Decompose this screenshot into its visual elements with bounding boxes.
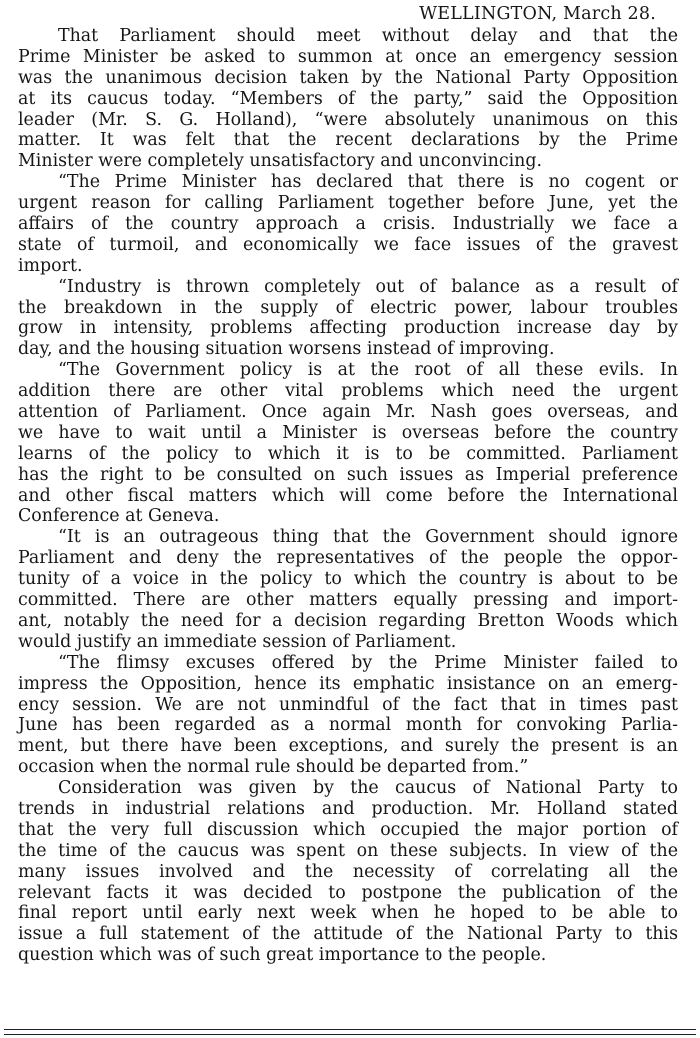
text-line: that the very full discussion which occupied the major portion of bbox=[18, 819, 678, 840]
text-line: would justify an immediate session of Parliament. bbox=[18, 631, 457, 652]
text-line: Parliament and deny the representatives of the people the oppor- bbox=[18, 548, 678, 569]
text-line: we have to wait until a Minister is overseas before the country bbox=[18, 422, 678, 443]
text-line: Minister were completely unsatisfactory and unconvincing. bbox=[18, 151, 542, 172]
text-line: leader (Mr. S. G. Holland), “were absolutely unanimous on this bbox=[18, 109, 678, 130]
text-line: grow in intensity, problems affecting production increase day by bbox=[18, 318, 678, 339]
text-line: ant, notably the need for a decision regarding Bretton Woods which bbox=[18, 610, 678, 631]
text-line: import. bbox=[18, 255, 83, 276]
text-line: the time of the caucus was spent on these subjects. In view of the bbox=[18, 840, 678, 861]
text-line: matter. It was felt that the recent declarations by the Prime bbox=[18, 130, 678, 151]
text-line: impress the Opposition, hence its emphatic insistance on an emerg- bbox=[18, 673, 678, 694]
text-line: affairs of the country approach a crisis. Industrially we face a bbox=[18, 214, 678, 235]
paragraph-7 bbox=[18, 778, 678, 966]
text-line: June has been regarded as a normal month for convoking Parlia- bbox=[18, 715, 678, 736]
text-line: at its caucus today. “Members of the party,” said the Opposition bbox=[18, 88, 678, 109]
text-line: addition there are other vital problems which need the urgent bbox=[18, 381, 678, 402]
text-line: relevant facts it was decided to postpone the publication of the bbox=[18, 882, 678, 903]
text-line: issue a full statement of the attitude of the National Party to this bbox=[18, 924, 678, 945]
paragraph-2 bbox=[18, 172, 678, 276]
text-line: many issues involved and the necessity of correlating all the bbox=[18, 861, 678, 882]
text-line: “Industry is thrown completely out of balance as a result of bbox=[58, 276, 678, 297]
paragraph-4 bbox=[18, 360, 678, 527]
paragraph-3 bbox=[18, 277, 678, 361]
text-line: question which was of such great importance to the people. bbox=[18, 945, 547, 966]
text-line: Prime Minister be asked to summon at once an emergency session bbox=[18, 46, 678, 67]
text-line: ment, but there have been exceptions, and surely the present is an bbox=[18, 736, 678, 757]
text-line: “The Government policy is at the root of all these evils. In bbox=[58, 360, 678, 381]
paragraph-6 bbox=[18, 653, 678, 778]
paragraph-1 bbox=[18, 26, 678, 172]
text-line: was the unanimous decision taken by the National Party Opposition bbox=[18, 67, 678, 88]
text-line: day, and the housing situation worsens instead of improving. bbox=[18, 339, 555, 360]
text-line: Consideration was given by the caucus of National Party to bbox=[58, 778, 678, 799]
text-line: Conference at Geneva. bbox=[18, 506, 220, 527]
text-line: trends in industrial relations and production. Mr. Holland stated bbox=[18, 798, 678, 819]
text-line: tunity of a voice in the policy to which the country is about to be bbox=[18, 569, 678, 590]
text-line: the breakdown in the supply of electric power, labour troubles bbox=[18, 297, 678, 318]
text-line: urgent reason for calling Parliament together before June, yet the bbox=[18, 193, 678, 214]
text-line: That Parliament should meet without delay and that the bbox=[58, 26, 678, 46]
dateline: WELLINGTON, March 28. bbox=[419, 4, 656, 24]
text-line: “It is an outrageous thing that the Government should ignore bbox=[58, 527, 678, 548]
text-line: “The Prime Minister has declared that there is no cogent or bbox=[58, 172, 678, 193]
text-line: committed. There are other matters equally pressing and import- bbox=[18, 590, 678, 611]
article-body bbox=[18, 26, 678, 966]
text-line: learns of the policy to which it is to be committed. Parliament bbox=[18, 443, 678, 464]
text-line: occasion when the normal rule should be departed from.” bbox=[18, 757, 529, 778]
column-rule-top bbox=[4, 1029, 696, 1030]
column-rule-bottom bbox=[4, 1034, 696, 1035]
text-line: attention of Parliament. Once again Mr. Nash goes overseas, and bbox=[18, 402, 678, 423]
text-line: ency session. We are not unmindful of the fact that in times past bbox=[18, 694, 678, 715]
text-line: final report until early next week when he hoped to be able to bbox=[18, 903, 678, 924]
text-line: “The flimsy excuses offered by the Prime Minister failed to bbox=[58, 652, 678, 673]
text-line: and other fiscal matters which will come before the International bbox=[18, 485, 678, 506]
paragraph-5 bbox=[18, 527, 678, 652]
text-line: state of turmoil, and economically we face issues of the gravest bbox=[18, 234, 678, 255]
text-line: has the right to be consulted on such issues as Imperial preference bbox=[18, 464, 678, 485]
